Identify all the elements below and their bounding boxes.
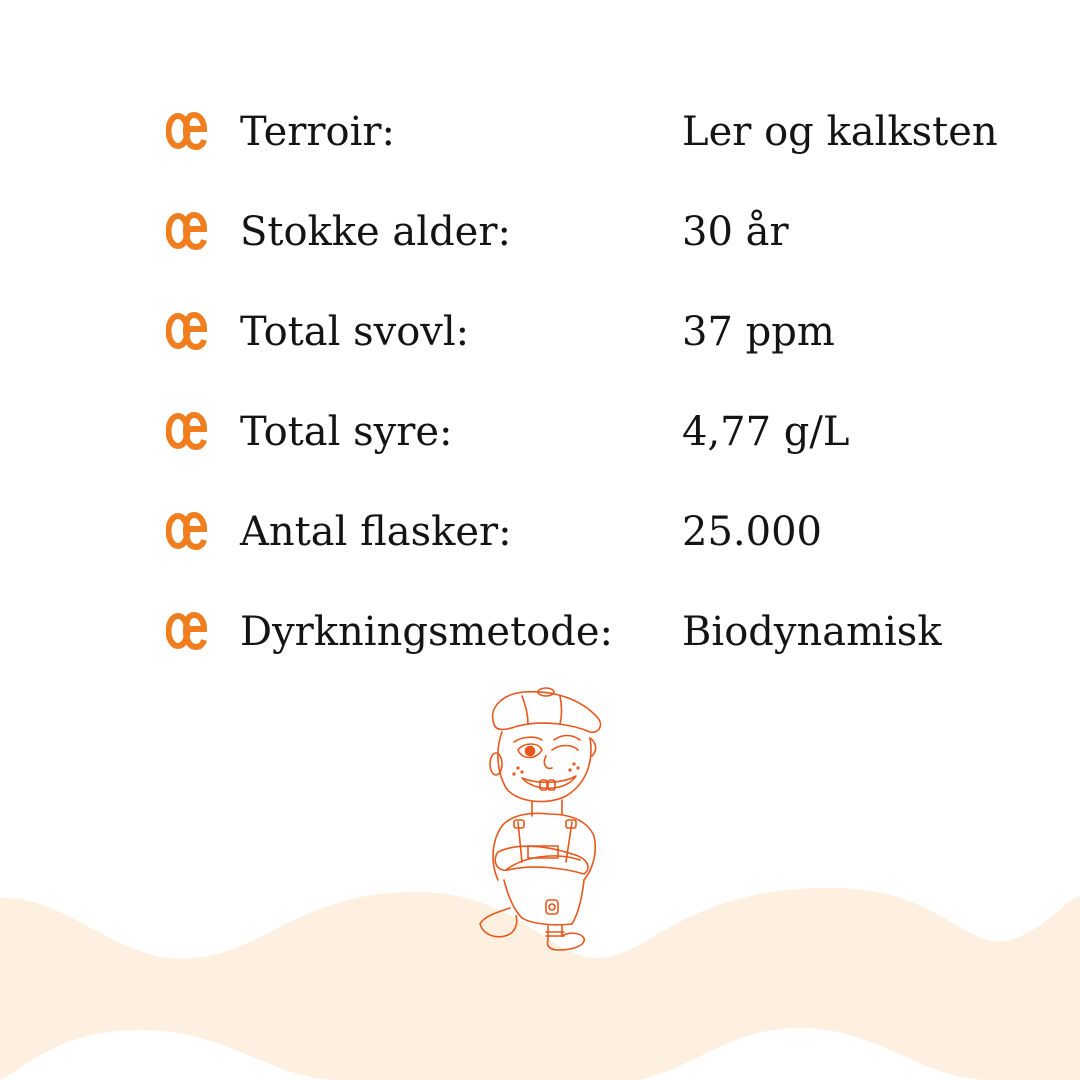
spec-label: Antal flasker: — [240, 509, 512, 555]
spec-value: Biodynamisk — [682, 609, 942, 655]
spec-value: 30 år — [682, 209, 789, 255]
oe-logo-icon — [166, 612, 208, 650]
spec-row-total-syre — [0, 402, 1080, 462]
spec-label: Dyrkningsmetode: — [240, 609, 613, 655]
oe-logo-icon — [166, 512, 208, 550]
spec-value: 4,77 g/L — [682, 409, 850, 455]
spec-label: Total syre: — [240, 409, 453, 455]
oe-logo-icon — [166, 112, 208, 150]
spec-row-dyrkningsmetode — [0, 602, 1080, 662]
oe-logo-icon — [166, 412, 208, 450]
spec-value: Ler og kalksten — [682, 109, 998, 155]
spec-label: Terroir: — [240, 109, 395, 155]
spec-value: 37 ppm — [682, 309, 835, 355]
spec-row-antal-flasker — [0, 502, 1080, 562]
spec-value: 25.000 — [682, 509, 822, 555]
spec-label: Stokke alder: — [240, 209, 511, 255]
oe-logo-icon — [166, 212, 208, 250]
spec-row-terroir — [0, 102, 1080, 162]
winking-boy-mascot-icon — [462, 684, 612, 956]
oe-logo-icon — [166, 312, 208, 350]
spec-label: Total svovl: — [240, 309, 470, 355]
spec-row-stokke-alder — [0, 202, 1080, 262]
spec-row-total-svovl — [0, 302, 1080, 362]
